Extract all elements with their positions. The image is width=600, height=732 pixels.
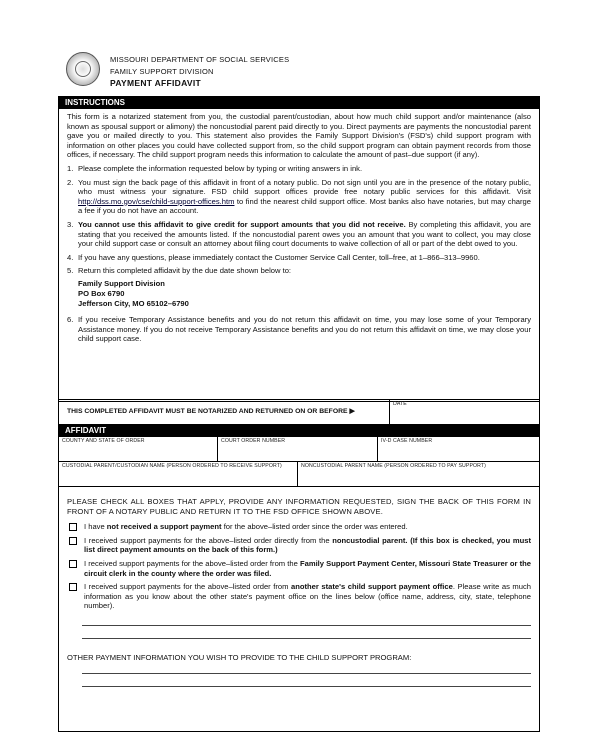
checkbox-icon[interactable] <box>69 583 77 591</box>
checkbox-other-state[interactable]: I received support payments for the above–listed order from another state's child support payment office. Please write as much information as you know about the other state's payment office on the lines below (office name, address, city, state, telephone number). <box>67 582 531 611</box>
other-state-info-line-1[interactable] <box>82 625 531 626</box>
instruction-item-4: 4. If you have any questions, please immediately contact the Customer Service Call Center, toll–free, at 1–866–313–9960. <box>67 252 480 262</box>
other-payment-info-label: OTHER PAYMENT INFORMATION YOU WISH TO PROVIDE TO THE CHILD SUPPORT PROGRAM: <box>67 652 412 662</box>
instruction-item-3: 3. You cannot use this affidavit to give credit for support amounts that you did not receive. By completing this affidavit, you are stating that you received the amounts listed. If the noncustodial parent owes you an amount that you want to collect, you may close your child support case or consult an attorney about filing court documents to waive collection of all or part of the debt owed to you. <box>67 219 531 249</box>
form-title: PAYMENT AFFIDAVIT <box>110 78 202 88</box>
custodial-parent-name-field[interactable]: CUSTODIAL PARENT/CUSTODIAN NAME (PERSON ORDERED TO RECEIVE SUPPORT) <box>62 463 282 469</box>
other-payment-info-line-2[interactable] <box>82 686 531 687</box>
noncustodial-parent-name-field[interactable]: NONCUSTODIAL PARENT NAME (PERSON ORDERED TO PAY SUPPORT) <box>297 462 539 486</box>
instruction-item-2: 2. You must sign the back page of this affidavit in front of a notary public. Do not sign until you are in the presence of the notary public, who must witness your signature. FSD child support offices provide free notary public services for this affidavit. Visit http://dss.mo.gov/cse/child-support-offices.htm to find the nearest child support office. Most banks also have notaries, but may charge a fee if you do not have an account. <box>67 177 531 216</box>
court-order-number-field[interactable]: COURT ORDER NUMBER <box>217 437 377 461</box>
instruction-item-6: 6. If you receive Temporary Assistance benefits and you do not return this affidavit on time, you may lose some of your Temporary Assistance money. If you do not receive Temporary Assistance benefits and you do not return this affidavit on time, we may close your child support case. <box>67 314 531 344</box>
checkbox-payment-center[interactable]: I received support payments for the above–listed order from the Family Support Payment Center, Missouri State Treasurer or the circuit clerk in the county where the order was filed. <box>67 559 531 578</box>
affidavit-section <box>58 424 540 732</box>
checkbox-icon[interactable] <box>69 523 77 531</box>
other-state-info-line-2[interactable] <box>82 638 531 639</box>
case-info-row <box>59 437 539 462</box>
form-page <box>58 46 540 662</box>
child-support-offices-link[interactable]: http://dss.mo.gov/cse/child-support-offices.htm <box>78 196 235 206</box>
affidavit-lead-text: PLEASE CHECK ALL BOXES THAT APPLY, PROVIDE ANY INFORMATION REQUESTED, SIGN THE BACK OF THIS FORM IN FRONT OF A NOTARY PUBLIC AND RETURN IT TO THE FSD OFFICE SHOWN ABOVE. <box>67 497 531 516</box>
checkbox-direct-payment[interactable]: I received support payments for the above–listed order directly from the noncustodial parent. (If this box is checked, you must list direct payment amounts on the back of this form.) <box>67 536 531 555</box>
division-name: FAMILY SUPPORT DIVISION <box>110 67 214 76</box>
state-seal-icon <box>66 52 100 86</box>
checkbox-no-payment[interactable]: I have not received a support payment for the above–listed order since the order was entered. <box>67 522 531 532</box>
instructions-heading: INSTRUCTIONS <box>59 97 539 109</box>
other-payment-info-line-1[interactable] <box>82 673 531 674</box>
checkbox-icon[interactable] <box>69 560 77 568</box>
instructions-intro: This form is a notarized statement from you, the custodial parent/custodian, about how much child support and/or maintenance (also known as spousal support or alimony) the noncustodial parent paid directly to you. Direct payments are payments the noncustodial parent gave you or mailed directly to you. This statement also provides the Family Support Division's (FSD's) child support program with information on other places you could have collected support from, so the child support program can obtain payment records from those offices, if necessary. The child support program needs this information to calculate the amount of past–due support (if any). <box>67 112 531 160</box>
checkbox-icon[interactable] <box>69 537 77 545</box>
date-field[interactable] <box>389 400 540 424</box>
form-header <box>58 46 540 96</box>
notarize-deadline-row <box>58 399 540 425</box>
party-names-row <box>59 462 539 487</box>
notarize-deadline-text: THIS COMPLETED AFFIDAVIT MUST BE NOTARIZED AND RETURNED ON OR BEFORE ▶ <box>67 408 355 415</box>
county-state-field[interactable]: COUNTY AND STATE OF ORDER <box>62 438 145 444</box>
instruction-item-5: 5. Return this completed affidavit by the due date shown below to: <box>67 266 292 276</box>
date-label: DATE <box>393 401 407 407</box>
instruction-item-1: 1. Please complete the information requested below by typing or writing answers in ink. <box>67 163 363 173</box>
return-address: Family Support Division PO Box 6790 Jefferson City, MO 65102–6790 <box>78 278 189 308</box>
agency-name: MISSOURI DEPARTMENT OF SOCIAL SERVICES <box>110 55 290 64</box>
ivd-case-number-field[interactable]: IV-D CASE NUMBER <box>377 437 539 461</box>
affidavit-heading: AFFIDAVIT <box>59 425 539 437</box>
instructions-section <box>58 96 540 402</box>
